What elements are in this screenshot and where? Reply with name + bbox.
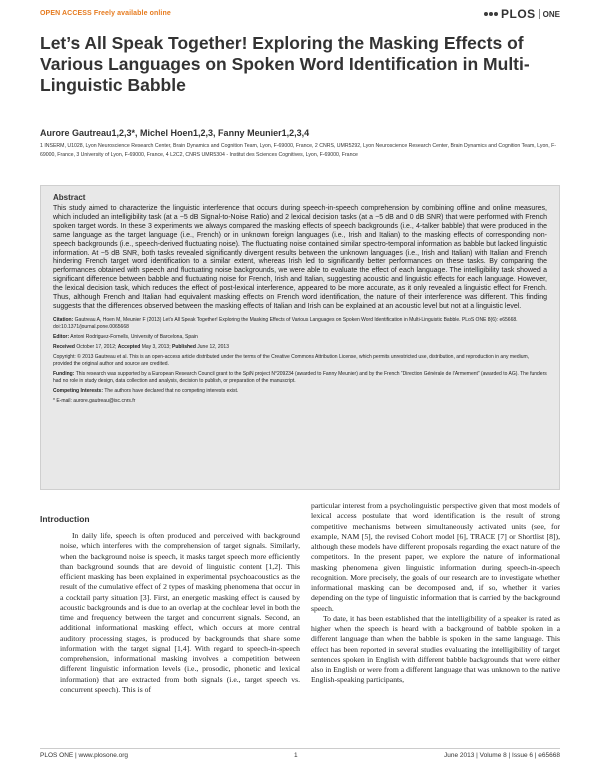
editor-label: Editor: [53, 333, 70, 340]
received-date: October 17, 2012; [76, 343, 117, 350]
article-title: Let’s All Speak Together! Exploring the Masking Effects of Various Languages on Spoken Word Identification in Multi-Linguistic Babble [40, 33, 530, 95]
funding-label: Funding: [53, 370, 75, 377]
left-column [60, 531, 300, 695]
plos-one-logo [484, 7, 560, 21]
dates-line [53, 344, 547, 351]
citation-line [53, 317, 547, 331]
plos-dots-icon [484, 12, 499, 16]
open-access-label: OPEN ACCESS Freely available online [40, 10, 171, 17]
editor-text: Antoni Rodriguez-Fornells, University of Barcelona, Spain [70, 333, 198, 340]
citation-label: Citation: [53, 316, 74, 323]
footer-journal: PLOS ONE | www.plosone.org [40, 752, 129, 759]
email-line: * E-mail: aurore.gautreau@isc.cnrs.fr [53, 397, 136, 404]
accepted-label: Accepted [117, 343, 141, 350]
affiliations: 1 INSERM, U1028, Lyon Neuroscience Research Center, Brain Dynamics and Cognition Team, Lyon, F-69000, France, 2 CNRS, UMR5292, Lyon Neuroscience Research Center, Brain Dynamics and Cognition Team, Lyon, F-69000, France, 3 University of Lyon, F-69000, France, 4 L2C2, CNRS UMR5304 - Institut des Sciences Cognitives, Lyon, F-69000, France [40, 143, 557, 158]
published-date: June 12, 2013 [197, 343, 229, 350]
competing-label: Competing Interests: [53, 387, 104, 394]
intro-paragraph-2: particular interest from a psycholinguistic perspective given that most models of lexical access postulate that word identification is the result of strong competitive mechanisms between simultaneously activated units (see, for example, NAM [5], the revised Cohort model [6], TRACE [7] or Shortlist [8]), although these models have different proposals regarding the exact nature of the competitors. In the present paper, we explore the nature of informational masking phenomena given linguistic information during speech-in-speech recognition. More precisely, the goals of our research are to investigate whether informational masking can be decomposed and, if so, whether it varies depending on the type of linguistic information that is carried by the background speech. [311, 501, 560, 613]
logo-text: PLOS [500, 7, 536, 21]
introduction-heading: Introduction [40, 514, 90, 524]
abstract-text: This study aimed to characterize the linguistic interference that occurs during speech-in-speech comprehension by combining offline and online measures, which included an intelligibility task (at a −5 dB Signal-to-Noise Ratio) and 2 lexical decision tasks (at a −5 dB and 0 dB SNR) that were performed with French spoken target words. In these 3 experiments we always compared the masking effects of speech backgrounds (i.e., 4-talker babble) that were produced in the same language as the target language (i.e., French) or in unknown foreign languages (i.e., Irish and Italian) to the masking effects of corresponding non-speech backgrounds (i.e., speech-derived fluctuating noise). The fluctuating noise contained similar spectro-temporal information as babble but lacked linguistic information. At −5 dB SNR, both tasks revealed significantly divergent results between the unknown languages (i.e., Irish and Italian) with Italian and French hindering French target word identification to a similar extent, whereas Irish led to significantly better performances on these tasks. By comparing the performances obtained with speech and fluctuating noise backgrounds, we were able to evaluate the effect of each language. The intelligibility task showed a significant difference between babble and fluctuating noise for French, Irish and Italian, suggesting acoustic and linguistic effects for each language. However, the lexical decision task, which reduces the effect of post-lexical interference, appeared to be more accurate, as it only revealed a linguistic effect for French. Thus, although French and Italian had equivalent masking effects on French word identification, the nature of their interference was different. This finding suggests that the differences observed between the masking effects of Italian and Irish can be explained at an acoustic level but not at a linguistic level. [53, 205, 547, 310]
abstract-box [40, 185, 560, 490]
copyright-line: Copyright: © 2013 Gautreau et al. This is an open-access article distributed under the terms of the Creative Commons Attribution License, which permits unrestricted use, distribution, and reproduction in any medium, provided the original author and source are credited. [53, 353, 530, 367]
page-footer [40, 752, 560, 764]
abstract-heading: Abstract [53, 193, 86, 202]
editor-line [53, 334, 547, 341]
funding-text: This research was supported by a European Research Council grant to the SpiN project N°209234 (awarded to Fanny Meunier) and by the French “Direction Générale de l’Armement” (awarded to AG). The funders had no role in study design, data collection and analysis, decision to publish, or preparation of the manuscript. [53, 370, 547, 384]
competing-text: The authors have declared that no competing interests exist. [104, 387, 239, 394]
intro-paragraph-3: To date, it has been established that the intelligibility of a speaker is rated as higher when the speech is heard with a background of babble spoken in a different language than when the babble is spoken in the same language. This effect has been reported in several studies evaluating the intelligibility of target sentences spoken in English with different babble backgrounds that were either also in English or were from a different language that was unknown to the native English-speaking participants, [311, 613, 560, 685]
intro-paragraph-1: In daily life, speech is often produced and perceived with background noise, which interferes with the comprehension of target signals. Similarly, when the background noise is speech, it masks target speech more efficiently than background sounds that are devoid of linguistic content [1,2]. This efficient masking has been explained in experimental psychoacoustics as the result of the cumulative effect of 2 types of masking phenomena that occur in a cocktail party situation [3]. First, an energetic masking effect is caused by acoustic backgrounds and is due to an overlap at the cochlear level in both the time and frequency between the target and concurrent signals. Second, an additional informational masking effect, which occurs at more central auditory processing stages, is produced by backgrounds that share some information with the target signal [1,4]. With regard to speech-in-speech comprehension, informational masking involves a competition between different linguistic information levels (i.e., prosodic, phonetic and lexical information) that are extracted from both signals (i.e., target speech vs. concurrent speech). This is of [60, 531, 300, 694]
author-list: Aurore Gautreau1,2,3*, Michel Hoen1,2,3, Fanny Meunier1,2,3,4 [40, 128, 310, 138]
published-label: Published [171, 343, 196, 350]
logo-suffix: ONE [542, 9, 560, 19]
footer-divider [40, 748, 560, 749]
right-column [311, 501, 560, 686]
citation-text: Gautreau A, Hoen M, Meunier F (2013) Let’s All Speak Together! Exploring the Masking Effects of Various Languages on Spoken Word Identification in Multi-Linguistic Babble. PLoS ONE 8(6): e65668. doi:10.1371/journal.pone.0065668 [53, 316, 518, 330]
funding-line [53, 371, 547, 385]
competing-interests-line [53, 388, 547, 395]
accepted-date: May 3, 2013; [141, 343, 171, 350]
footer-page-number: 1 [294, 752, 298, 759]
page-header [40, 6, 560, 26]
article-metadata [53, 317, 547, 405]
received-label: Received [53, 343, 75, 350]
footer-issue: June 2013 | Volume 8 | Issue 6 | e65668 [443, 752, 560, 759]
logo-divider [539, 9, 540, 19]
